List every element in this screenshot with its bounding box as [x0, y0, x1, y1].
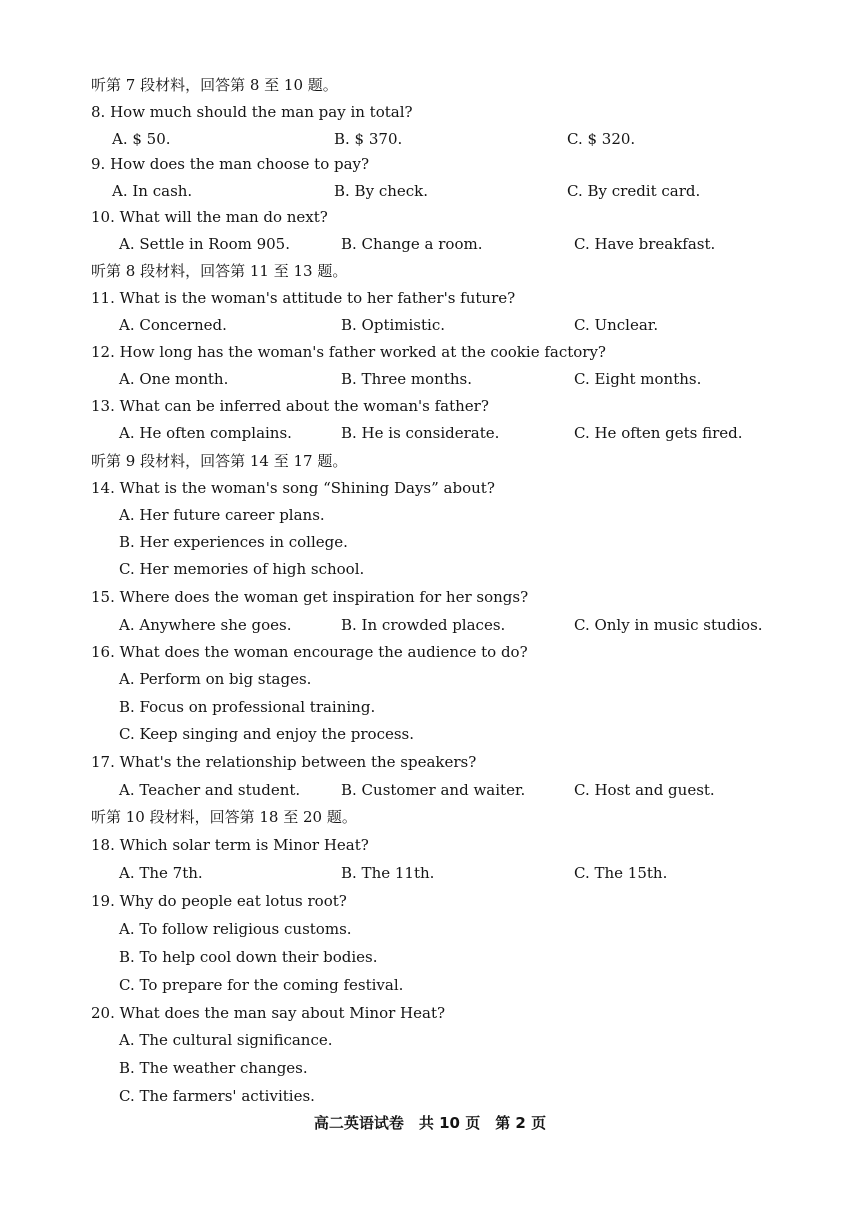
question-stem: 15. Where does the woman get inspiration for her songs? [91, 588, 529, 606]
option-c: C. Her memories of high school. [119, 560, 365, 578]
option-c: C. Unclear. [574, 316, 659, 334]
option-b: B. Focus on professional training. [119, 698, 376, 716]
option-a: A. $ 50. [112, 130, 171, 148]
option-a: A. Her future career plans. [119, 506, 325, 524]
question-stem: 10. What will the man do next? [91, 208, 328, 226]
option-b: B. To help cool down their bodies. [119, 948, 378, 966]
question-stem: 17. What's the relationship between the speakers? [91, 753, 477, 771]
option-b: B. $ 370. [334, 130, 403, 148]
option-b: B. By check. [334, 182, 429, 200]
option-c: C. Only in music studios. [574, 616, 763, 634]
question-stem: 16. What does the woman encourage the audience to do? [91, 643, 528, 661]
page-footer: 高二英语试卷 共 10 页 第 2 页 [313, 1114, 547, 1132]
option-b: B. In crowded places. [341, 616, 506, 634]
question-stem: 14. What is the woman's song “Shining Days” about? [91, 479, 495, 497]
question-stem: 13. What can be inferred about the woman's father? [91, 397, 489, 415]
option-a: A. In cash. [112, 182, 193, 200]
option-a: A. He often complains. [119, 424, 292, 442]
option-a: A. The cultural significance. [119, 1031, 333, 1049]
section-heading: 听第 8 段材料，回答第 11 至 13 题。 [91, 262, 348, 280]
option-b: B. Her experiences in college. [119, 533, 348, 551]
option-a: A. Concerned. [119, 316, 227, 334]
option-a: A. Settle in Room 905. [119, 235, 290, 253]
option-a: A. To follow religious customs. [119, 920, 352, 938]
question-stem: 20. What does the man say about Minor Heat? [91, 1004, 446, 1022]
section-heading: 听第 7 段材料，回答第 8 至 10 题。 [91, 76, 338, 94]
option-c: C. The 15th. [574, 864, 668, 882]
option-c: C. Eight months. [574, 370, 702, 388]
option-b: B. Customer and waiter. [341, 781, 526, 799]
option-b: B. Optimistic. [341, 316, 445, 334]
option-a: A. One month. [119, 370, 229, 388]
option-a: A. Teacher and student. [119, 781, 301, 799]
option-a: A. Perform on big stages. [119, 670, 312, 688]
question-stem: 12. How long has the woman's father worked at the cookie factory? [91, 343, 606, 361]
option-c: C. He often gets fired. [574, 424, 743, 442]
option-a: A. Anywhere she goes. [119, 616, 292, 634]
option-a: A. The 7th. [119, 864, 203, 882]
section-heading: 听第 9 段材料，回答第 14 至 17 题。 [91, 452, 348, 470]
question-stem: 18. Which solar term is Minor Heat? [91, 836, 369, 854]
section-heading: 听第 10 段材料，回答第 18 至 20 题。 [91, 808, 357, 826]
question-stem: 11. What is the woman's attitude to her father's future? [91, 289, 516, 307]
option-b: B. The weather changes. [119, 1059, 308, 1077]
question-stem: 19. Why do people eat lotus root? [91, 892, 347, 910]
option-b: B. Three months. [341, 370, 472, 388]
question-stem: 8. How much should the man pay in total? [91, 103, 413, 121]
option-c: C. The farmers' activities. [119, 1087, 315, 1105]
option-c: C. Host and guest. [574, 781, 715, 799]
option-b: B. The 11th. [341, 864, 435, 882]
option-c: C. Keep singing and enjoy the process. [119, 725, 415, 743]
option-b: B. Change a room. [341, 235, 483, 253]
option-c: C. $ 320. [567, 130, 636, 148]
option-b: B. He is considerate. [341, 424, 500, 442]
option-c: C. By credit card. [567, 182, 701, 200]
question-stem: 9. How does the man choose to pay? [91, 155, 370, 173]
option-c: C. Have breakfast. [574, 235, 716, 253]
option-c: C. To prepare for the coming festival. [119, 976, 404, 994]
